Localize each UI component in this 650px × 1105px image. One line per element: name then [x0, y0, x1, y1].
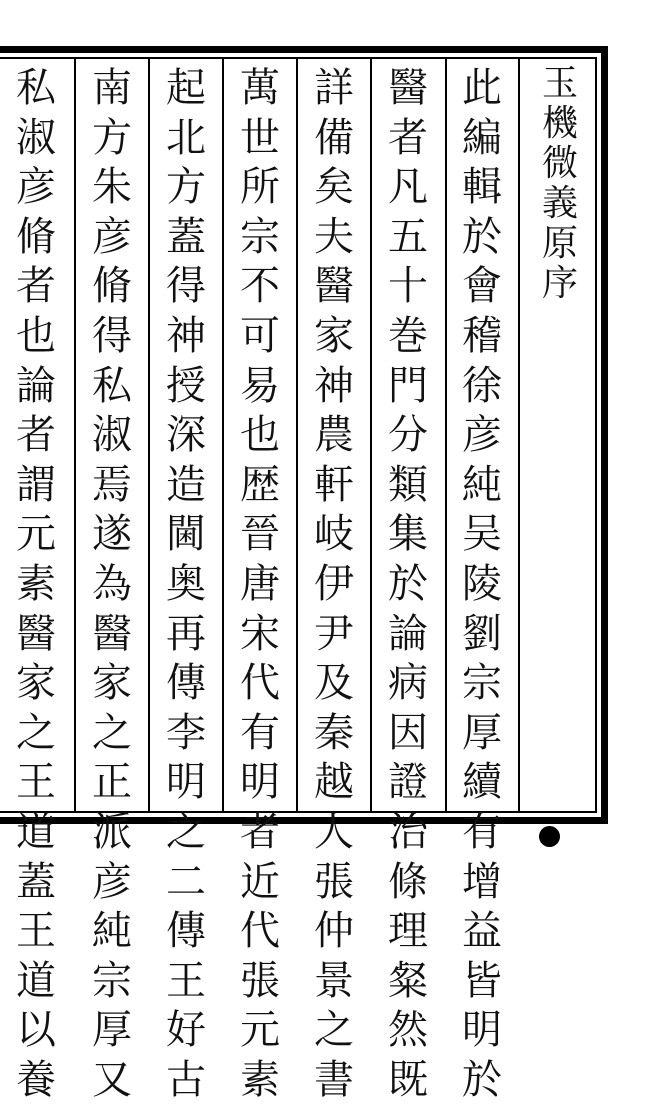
glyph: 純 — [462, 461, 502, 508]
glyph: 脩 — [16, 213, 56, 260]
glyph: 授 — [166, 362, 206, 409]
glyph: 玉 — [541, 63, 578, 104]
column-rule — [296, 57, 298, 813]
glyph: 增 — [462, 858, 502, 905]
glyph: 者 — [240, 808, 280, 855]
glyph: 類 — [388, 461, 428, 508]
glyph: 於 — [388, 560, 428, 607]
glyph: 十 — [388, 263, 428, 310]
glyph: 醫 — [16, 610, 56, 657]
glyph: 厚 — [462, 709, 502, 756]
column-text — [16, 64, 56, 1105]
glyph: 於 — [462, 213, 502, 260]
column-rule — [74, 57, 76, 813]
glyph: 之 — [166, 808, 206, 855]
glyph: 宋 — [240, 610, 280, 657]
glyph: 閫 — [166, 511, 206, 558]
glyph: 彦 — [16, 164, 56, 211]
text-column — [156, 64, 216, 1103]
glyph: 朱 — [92, 164, 132, 211]
column-rule — [148, 57, 150, 813]
glyph: 正 — [92, 759, 132, 806]
glyph: 派 — [92, 808, 132, 855]
glyph: 純 — [92, 908, 132, 955]
glyph: 明 — [240, 759, 280, 806]
glyph: 神 — [314, 362, 354, 409]
glyph: 歴 — [240, 461, 280, 508]
column-text — [388, 64, 428, 1105]
glyph: 論 — [16, 362, 56, 409]
glyph: 醫 — [314, 263, 354, 310]
title-column — [530, 64, 590, 808]
text-column — [378, 64, 438, 1103]
column-rule — [445, 57, 447, 813]
glyph: 又 — [92, 1056, 132, 1103]
glyph: 李 — [166, 709, 206, 756]
glyph: 脩 — [92, 263, 132, 310]
glyph: 家 — [92, 660, 132, 707]
glyph: 編 — [462, 114, 502, 161]
glyph: 矣 — [314, 164, 354, 211]
glyph: 詳 — [314, 65, 354, 111]
glyph: 軒 — [314, 461, 354, 508]
glyph: 之 — [92, 709, 132, 756]
glyph: 者 — [388, 114, 428, 161]
glyph: 所 — [240, 164, 280, 211]
glyph: 造 — [166, 461, 206, 508]
glyph: 備 — [314, 114, 354, 161]
glyph: 南 — [92, 65, 132, 111]
glyph: 續 — [462, 759, 502, 806]
glyph: 道 — [16, 957, 56, 1004]
column-rule — [222, 57, 224, 813]
glyph: 吴 — [462, 511, 502, 558]
glyph: 家 — [16, 660, 56, 707]
glyph: 醫 — [388, 65, 428, 111]
glyph: 以 — [16, 1007, 56, 1054]
glyph: 也 — [16, 312, 56, 359]
glyph: 王 — [16, 759, 56, 806]
page-marker-dot — [539, 826, 560, 847]
glyph: 得 — [166, 263, 206, 310]
glyph: 越 — [314, 759, 354, 806]
glyph: 稽 — [462, 312, 502, 359]
glyph: 可 — [240, 312, 280, 359]
glyph: 明 — [462, 1007, 502, 1054]
glyph: 秦 — [314, 709, 354, 756]
glyph: 皆 — [462, 957, 502, 1004]
glyph: 晉 — [240, 511, 280, 558]
glyph: 理 — [388, 908, 428, 955]
glyph: 謂 — [16, 461, 56, 508]
glyph: 深 — [166, 412, 206, 459]
glyph: 元 — [16, 511, 56, 558]
glyph: 王 — [16, 908, 56, 955]
glyph: 之 — [16, 709, 56, 756]
glyph: 人 — [314, 808, 354, 855]
glyph: 古 — [166, 1056, 206, 1103]
glyph: 不 — [240, 263, 280, 310]
glyph: 養 — [16, 1056, 56, 1103]
glyph: 徐 — [462, 362, 502, 409]
glyph: 病 — [388, 660, 428, 707]
glyph: 宗 — [240, 213, 280, 260]
glyph: 傳 — [166, 660, 206, 707]
glyph: 證 — [388, 759, 428, 806]
glyph: 方 — [166, 164, 206, 211]
glyph: 彦 — [92, 858, 132, 905]
glyph: 治 — [388, 808, 428, 855]
glyph: 傳 — [166, 908, 206, 955]
glyph: 北 — [166, 114, 206, 161]
glyph: 方 — [92, 114, 132, 161]
text-column — [82, 64, 142, 1103]
glyph: 粲 — [388, 957, 428, 1004]
glyph: 此 — [462, 65, 502, 111]
glyph: 蓋 — [166, 213, 206, 260]
glyph: 奥 — [166, 560, 206, 607]
glyph: 萬 — [240, 65, 280, 111]
glyph: 易 — [240, 362, 280, 409]
glyph: 岐 — [314, 511, 354, 558]
glyph: 書 — [314, 1056, 354, 1103]
glyph: 蓋 — [16, 858, 56, 905]
glyph: 有 — [462, 808, 502, 855]
glyph: 尹 — [314, 610, 354, 657]
glyph: 私 — [16, 65, 56, 111]
glyph: 五 — [388, 213, 428, 260]
glyph: 機 — [541, 103, 578, 144]
glyph: 神 — [166, 312, 206, 359]
glyph: 論 — [388, 610, 428, 657]
column-text — [462, 64, 502, 1105]
glyph: 分 — [388, 412, 428, 459]
text-column — [304, 64, 364, 1103]
glyph: 二 — [166, 858, 206, 905]
glyph: 仲 — [314, 908, 354, 955]
column-text — [92, 64, 132, 1105]
glyph: 者 — [16, 412, 56, 459]
glyph: 義 — [541, 183, 578, 224]
glyph: 元 — [240, 1007, 280, 1054]
glyph: 道 — [16, 808, 56, 855]
glyph: 輯 — [462, 164, 502, 211]
glyph: 世 — [240, 114, 280, 161]
glyph: 為 — [92, 560, 132, 607]
glyph: 張 — [240, 957, 280, 1004]
glyph: 門 — [388, 362, 428, 409]
glyph: 景 — [314, 957, 354, 1004]
glyph: 厚 — [92, 1007, 132, 1054]
column-text — [166, 64, 206, 1105]
column-rule — [370, 57, 372, 813]
text-column — [230, 64, 290, 1103]
glyph: 得 — [92, 312, 132, 359]
glyph: 既 — [388, 1056, 428, 1103]
glyph: 益 — [462, 908, 502, 955]
glyph: 再 — [166, 610, 206, 657]
glyph: 之 — [314, 1007, 354, 1054]
glyph: 遂 — [92, 511, 132, 558]
glyph: 代 — [240, 908, 280, 955]
glyph: 有 — [240, 709, 280, 756]
glyph: 好 — [166, 1007, 206, 1054]
glyph: 原 — [541, 223, 578, 264]
glyph: 然 — [388, 1007, 428, 1054]
glyph: 者 — [16, 263, 56, 310]
glyph: 近 — [240, 858, 280, 905]
glyph: 淑 — [16, 114, 56, 161]
glyph: 宗 — [92, 957, 132, 1004]
glyph: 焉 — [92, 461, 132, 508]
glyph: 集 — [388, 511, 428, 558]
column-text — [240, 64, 280, 1105]
glyph: 彦 — [92, 213, 132, 260]
glyph: 會 — [462, 263, 502, 310]
glyph: 伊 — [314, 560, 354, 607]
glyph: 也 — [240, 412, 280, 459]
glyph: 素 — [240, 1056, 280, 1103]
glyph: 彦 — [462, 412, 502, 459]
glyph: 張 — [314, 858, 354, 905]
glyph: 凡 — [388, 164, 428, 211]
glyph: 起 — [166, 65, 206, 111]
glyph: 唐 — [240, 560, 280, 607]
glyph: 家 — [314, 312, 354, 359]
document-title — [542, 64, 578, 304]
glyph: 及 — [314, 660, 354, 707]
column-rule — [518, 57, 520, 813]
glyph: 微 — [541, 143, 578, 184]
glyph: 農 — [314, 412, 354, 459]
glyph: 巻 — [388, 312, 428, 359]
glyph: 宗 — [462, 660, 502, 707]
glyph: 於 — [462, 1056, 502, 1103]
glyph: 明 — [166, 759, 206, 806]
glyph: 淑 — [92, 412, 132, 459]
glyph: 劉 — [462, 610, 502, 657]
glyph: 代 — [240, 660, 280, 707]
glyph: 醫 — [92, 610, 132, 657]
glyph: 序 — [541, 263, 578, 304]
column-text — [314, 64, 354, 1105]
glyph: 私 — [92, 362, 132, 409]
text-column — [452, 64, 512, 1103]
glyph: 陵 — [462, 560, 502, 607]
glyph: 素 — [16, 560, 56, 607]
glyph: 夫 — [314, 213, 354, 260]
glyph: 王 — [166, 957, 206, 1004]
glyph: 因 — [388, 709, 428, 756]
text-column — [6, 64, 66, 1103]
glyph: 條 — [388, 858, 428, 905]
